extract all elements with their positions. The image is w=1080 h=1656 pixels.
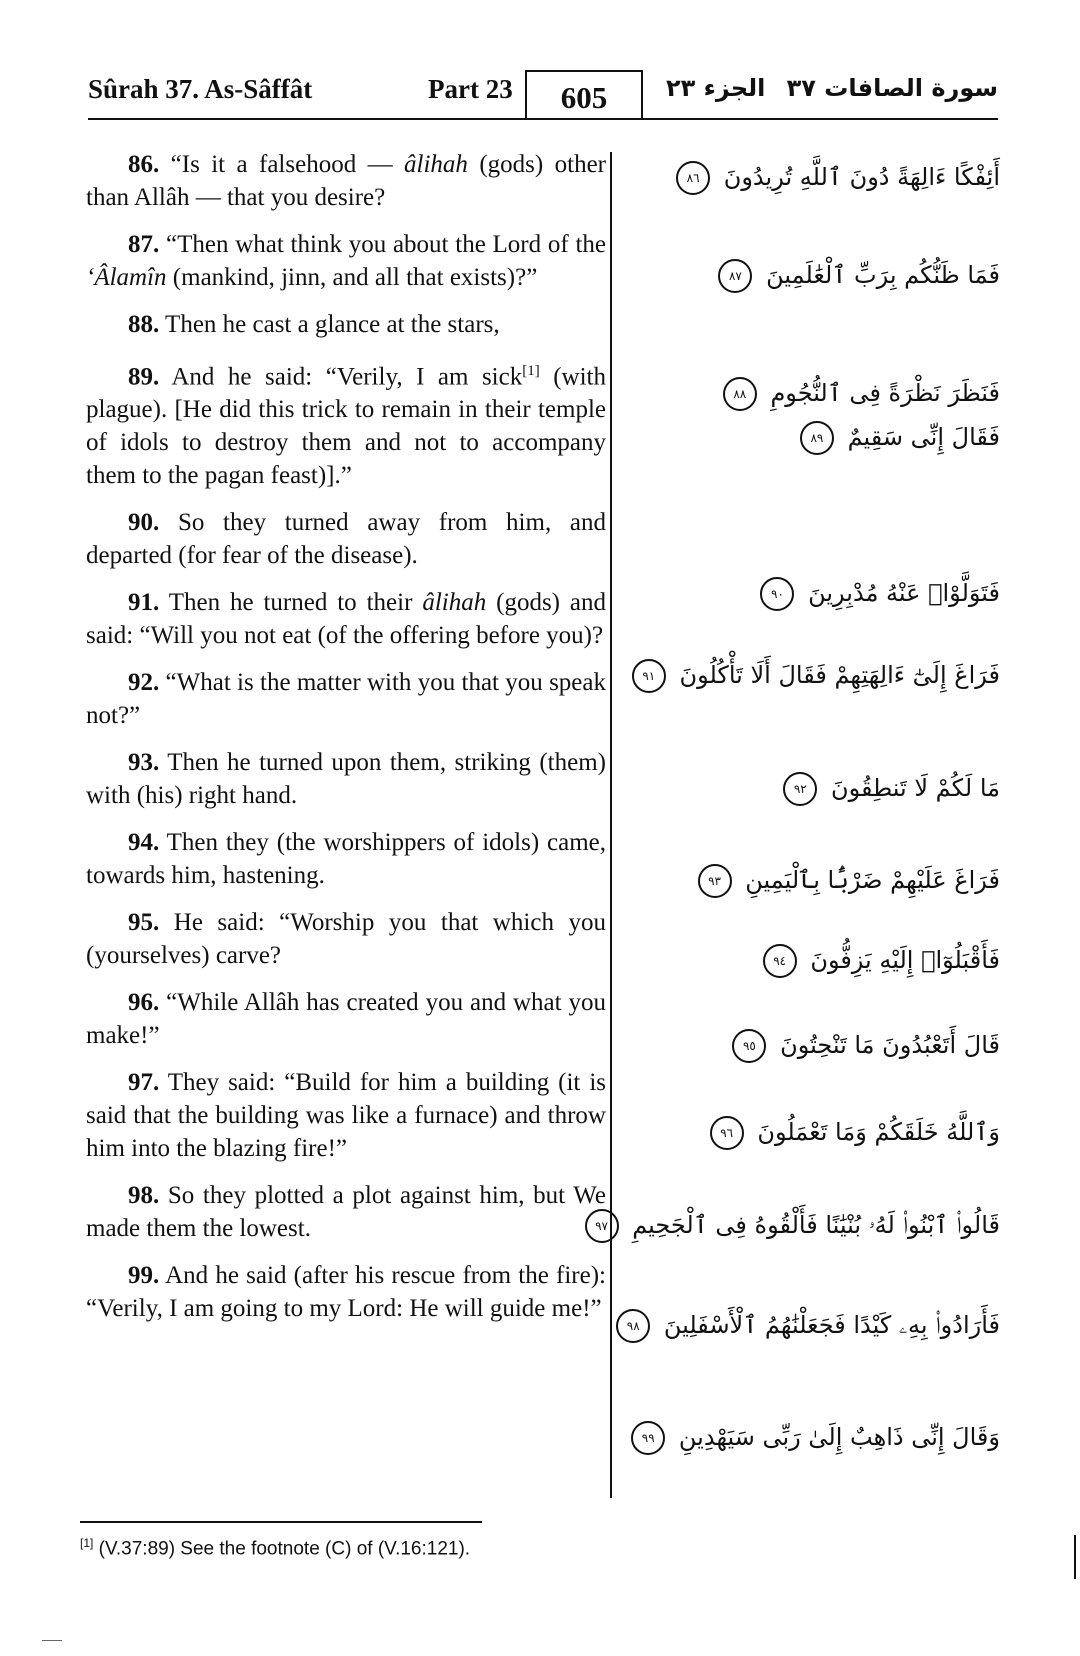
verse-86-en: 86. “Is it a falsehood — âlihah (gods) other than Allâh — that you desire? xyxy=(86,151,606,211)
verse-95-ar: قَالَ أَتَعْبُدُونَ مَا تَنْحِتُونَ ٩٥ xyxy=(640,1020,1000,1070)
aya-marker: ٩٤ xyxy=(763,944,797,978)
verse-88-ar: فَنَظَرَ نَظْرَةً فِى ٱلنُّجُومِ ٨٨ xyxy=(640,368,1000,418)
verse-90-ar: فَتَوَلَّوْا۟ عَنْهُ مُدْبِرِينَ ٩٠ xyxy=(640,568,1000,618)
verse-98-en: 98. So they plotted a plot against him, but We made them the lowest. xyxy=(86,1182,606,1243)
verse-96-ar: وَٱللَّهُ خَلَقَكُمْ وَمَا تَعْمَلُونَ ٩٦ xyxy=(640,1107,1000,1157)
verse-97-ar: قَالُوا۟ ٱبْنُوا۟ لَهُۥ بُنْيَٰنًا فَأَلْقُوهُ فِى ٱلْجَحِيمِ ٩٧ xyxy=(640,1200,1000,1250)
header-rule xyxy=(88,118,998,120)
verse-90-en: 90. So they turned away from him, and departed (for fear of the disease). xyxy=(86,509,606,570)
verse-89-ar: فَقَالَ إِنِّى سَقِيمٌ ٨٩ xyxy=(640,412,1000,462)
column-divider xyxy=(610,152,612,1498)
verse-86-ar: أَئِفْكًا ءَالِهَةً دُونَ ٱللَّهِ تُرِيدُونَ ٨٦ xyxy=(640,152,1000,202)
aya-marker: ٨٩ xyxy=(800,421,834,455)
juz-label-ar: الجزء ٢٣ xyxy=(666,74,766,102)
surah-title-en: Sûrah 37. As-Sâffât xyxy=(88,74,313,104)
edge-mark xyxy=(1074,1535,1076,1579)
verse-97-en: 97. They said: “Build for him a building (it is said that the building was like a furnace) and throw him into the blazing fire!” xyxy=(86,1069,606,1163)
part-label: Part 23 xyxy=(428,74,513,104)
surah-title-ar: سورة الصافات ٣٧ xyxy=(786,74,998,102)
verse-87-en: 87. “Then what think you about the Lord of the ‘Âlamîn (mankind, jinn, and all that exists)?” xyxy=(86,231,606,291)
aya-marker: ٩٦ xyxy=(710,1116,744,1150)
aya-marker: ٩٨ xyxy=(616,1309,650,1343)
aya-marker: ٩٢ xyxy=(783,772,817,806)
verse-91-ar: فَرَاغَ إِلَىٰٓ ءَالِهَتِهِمْ فَقَالَ أَلَا تَأْكُلُونَ ٩١ xyxy=(640,650,1000,700)
corner-dash xyxy=(42,1640,62,1641)
aya-marker: ٨٨ xyxy=(723,377,757,411)
english-translation-column xyxy=(86,148,606,1325)
footnote-ref: [1] xyxy=(522,363,540,379)
verse-91-en: 91. Then he turned to their âlihah (gods) and said: “Will you not eat (of the offering before you)? xyxy=(86,589,606,650)
verse-92-ar: مَا لَكُمْ لَا تَنطِقُونَ ٩٢ xyxy=(640,763,1000,813)
verse-93-ar: فَرَاغَ عَلَيْهِمْ ضَرْبًۢا بِٱلْيَمِينِ ٩٣ xyxy=(640,855,1000,905)
verse-98-ar: فَأَرَادُوا۟ بِهِۦ كَيْدًا فَجَعَلْنَٰهُمُ ٱلْأَسْفَلِينَ ٩٨ xyxy=(640,1300,1000,1350)
aya-marker: ٩٠ xyxy=(760,577,794,611)
verse-96-en: 96. “While Allâh has created you and what you make!” xyxy=(86,989,606,1050)
verse-99-ar: وَقَالَ إِنِّى ذَاهِبٌ إِلَىٰ رَبِّى سَيَهْدِينِ ٩٩ xyxy=(640,1412,1000,1462)
verse-87-ar: فَمَا ظَنُّكُم بِرَبِّ ٱلْعَٰلَمِينَ ٨٧ xyxy=(640,250,1000,300)
footnote-marker: [1] xyxy=(80,1536,94,1550)
verse-99-en: 99. And he said (after his rescue from the fire): “Verily, I am going to my Lord: He will guide me!” xyxy=(86,1262,606,1323)
footnote-text: (V.37:89) See the footnote (C) of (V.16:121). xyxy=(93,1538,471,1560)
footnote xyxy=(80,1536,470,1560)
verse-88-en: 88. Then he cast a glance at the stars, xyxy=(128,311,500,338)
aya-marker: ٩٥ xyxy=(732,1029,766,1063)
verse-95-en: 95. He said: “Worship you that which you (yourselves) carve? xyxy=(86,909,606,970)
page-header xyxy=(0,0,1080,120)
aya-marker: ٨٦ xyxy=(676,161,710,195)
footnote-rule xyxy=(80,1521,482,1523)
page-number: 605 xyxy=(525,70,643,118)
aya-marker: ٩٣ xyxy=(698,864,732,898)
verse-94-en: 94. Then they (the worshippers of idols) came, towards him, hastening. xyxy=(86,829,606,890)
aya-marker: ٩٩ xyxy=(631,1421,665,1455)
verse-92-en: 92. “What is the matter with you that you speak not?” xyxy=(86,669,606,730)
verse-93-en: 93. Then he turned upon them, striking (them) with (his) right hand. xyxy=(86,749,606,810)
verse-89-en: 89. And he said: “Verily, I am sick[1] (with plague). [He did this trick to remain in their temple of idols to destroy them and not to accompany them to the pagan feast)].” xyxy=(86,363,606,490)
verse-94-ar: فَأَقْبَلُوٓا۟ إِلَيْهِ يَزِفُّونَ ٩٤ xyxy=(640,935,1000,985)
aya-marker: ٨٧ xyxy=(718,259,752,293)
aya-marker: ٩١ xyxy=(632,659,666,693)
aya-marker: ٩٧ xyxy=(585,1209,619,1243)
